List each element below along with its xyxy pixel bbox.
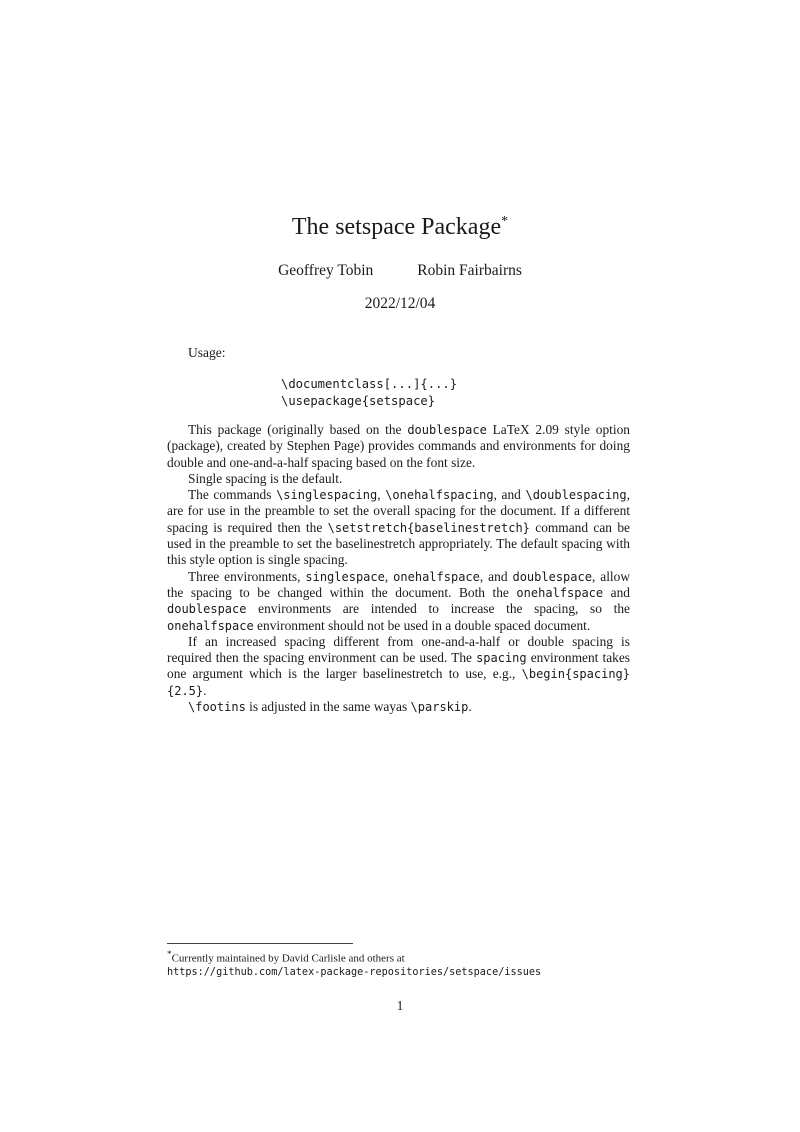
- code-line: \usepackage{setspace}: [281, 394, 436, 408]
- document-date: 2022/12/04: [364, 295, 436, 312]
- author-name: Robin Fairbairns: [417, 262, 522, 279]
- code-line: \documentclass[...]{...}: [281, 377, 458, 391]
- paragraph: This package (originally based on the doublespace LaTeX 2.09 style option (package), created by Stephen Page) provides commands and environments for doing double and one-and-a-half spacing based on the font size.: [167, 422, 630, 470]
- paragraph: \footins is adjusted in the same wayas \parskip.: [188, 699, 472, 715]
- page-number: 1: [396, 998, 404, 1013]
- authors: [0, 262, 800, 280]
- paragraph: If an increased spacing different from one-and-a-half or double spacing is required then the spacing environment can be used. The spacing environment takes one argument which is the larger baselinestretch to use, e.g., \begin{spacing}{2.5}.: [167, 633, 631, 698]
- paragraph: Three environments, singlespace, onehalfspace, and doublespace, allow the spacing to be changed within the document. Both the onehalfspace and doublespace environments are intended to increase the spacing, so the onehalfspace environment should not be used in a double spaced document.: [167, 568, 631, 633]
- code-block: [281, 376, 457, 410]
- paragraph: The commands \singlespacing, \onehalfspacing, and \doublespacing, are for use in the preamble to set the overall spacing for the document. If a different spacing is required then the \setstretch{baselinestretch} command can be used in the preamble to set the baselinestretch appropriately. The default spacing with this style option is single spacing.: [167, 487, 630, 568]
- page-title: [0, 214, 800, 241]
- title-text: The setspace Package: [291, 214, 502, 240]
- body-text: [167, 422, 630, 715]
- usage-label: Usage:: [188, 345, 226, 360]
- footnote-rule: [167, 943, 353, 944]
- paragraph: Single spacing is the default.: [188, 470, 343, 486]
- author-name: Geoffrey Tobin: [278, 262, 374, 279]
- footnote-url[interactable]: https://github.com/latex-package-repositories/setspace/issues: [167, 966, 542, 978]
- footnote-mark: *: [167, 949, 172, 959]
- footnote-text: Currently maintained by David Carlisle and others at: [171, 952, 405, 965]
- title-footnote-mark: *: [501, 214, 509, 229]
- footnote: [167, 947, 541, 980]
